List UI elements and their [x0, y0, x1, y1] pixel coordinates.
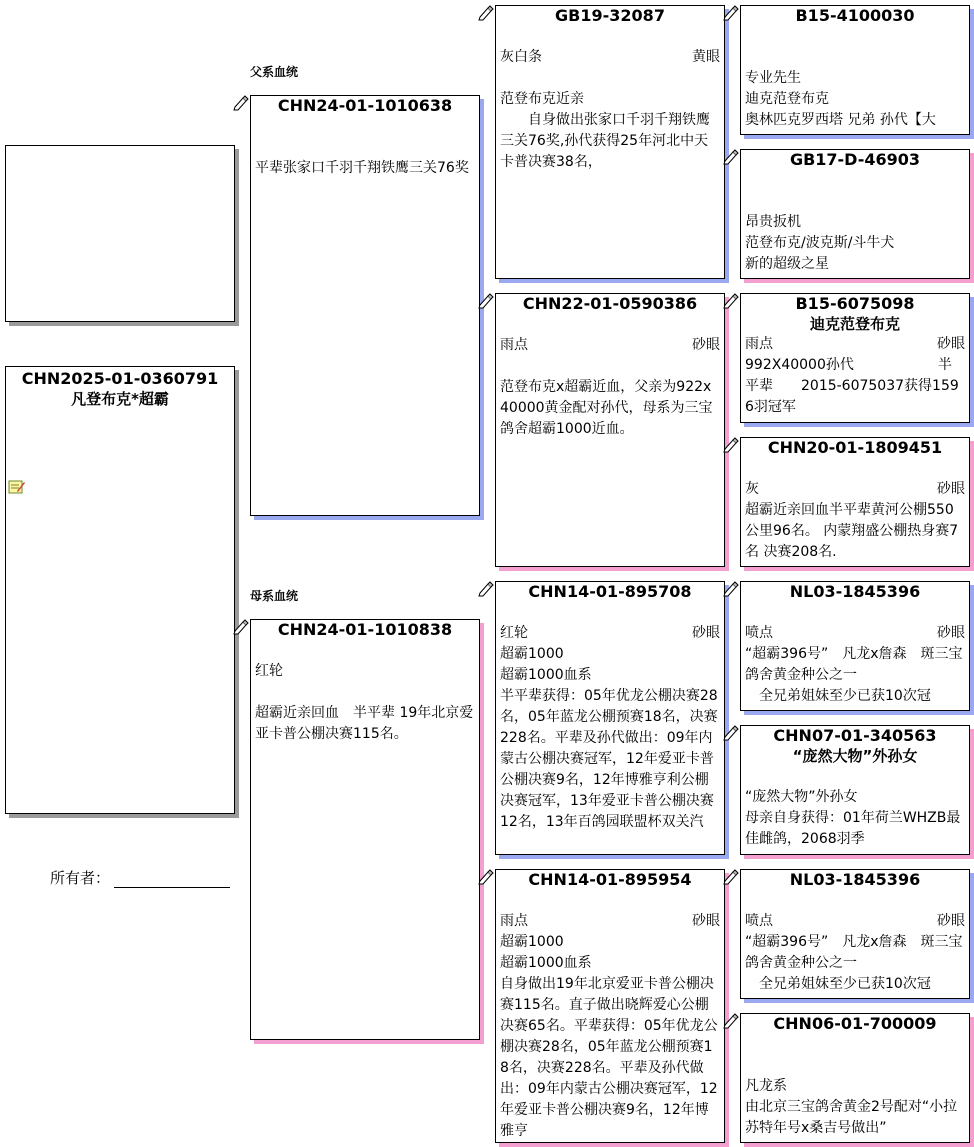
dds-ring: NL03-1845396: [789, 870, 921, 889]
dsd-name: “庞然大物”外孙女: [792, 747, 918, 765]
note-line: 凡龙系: [745, 1078, 787, 1094]
edit-icon[interactable]: [723, 725, 739, 741]
edit-icon[interactable]: [478, 293, 494, 309]
eye: 砂眼: [937, 481, 965, 497]
note-line: 992X40000孙代 半平辈 2015-6075037获得1596羽冠军: [745, 357, 959, 415]
dam-line-label: 母系血统: [250, 589, 299, 603]
edit-icon[interactable]: [723, 581, 739, 597]
ddd-ring: CHN06-01-700009: [773, 1014, 937, 1033]
sire-line-label: 父系血统: [250, 65, 299, 79]
color: 喷点: [745, 913, 773, 929]
dsd-ring: CHN07-01-340563: [773, 726, 937, 745]
color: 喷点: [745, 625, 773, 641]
color-eye-row: [741, 334, 969, 355]
sire-dam-ring: CHN22-01-0590386: [522, 294, 698, 313]
note-line: 全兄弟姐妹至少已获10次冠: [745, 688, 931, 704]
note-line: 超霸近亲回血半平辈黄河公棚550公里96名。 内蒙翔盛公棚热身赛7名 决赛208名.: [745, 502, 959, 560]
edit-icon[interactable]: [233, 619, 249, 635]
color-eye-row: [496, 47, 724, 68]
eye: 砂眼: [692, 913, 720, 929]
note-line: “庞然大物”外孙女: [745, 789, 858, 805]
sire-text: 平辈张家口千羽千翔铁鹰三关76奖: [255, 160, 469, 176]
note-line: 迪克范登布克: [745, 91, 829, 107]
edit-icon[interactable]: [723, 149, 739, 165]
edit-icon[interactable]: [478, 581, 494, 597]
sire-ring: CHN24-01-1010638: [277, 96, 453, 115]
subject-card[interactable]: [5, 366, 235, 814]
color-eye-row: [741, 479, 969, 500]
color: 雨点: [745, 336, 773, 352]
note-line: 由北京三宝鸽舍黄金2号配对“小拉苏特年号x桑吉号做出”: [745, 1099, 958, 1136]
eye: 砂眼: [692, 625, 720, 641]
note-line: “超霸396号” 凡龙x詹森 斑三宝鸽舍黄金种公之一: [745, 646, 963, 683]
edit-icon[interactable]: [478, 5, 494, 21]
subject-ring: CHN2025-01-0360791: [21, 369, 219, 388]
note-line: 奥林匹克罗西塔 兄弟 孙代【大: [745, 112, 936, 128]
eye: 黄眼: [692, 49, 720, 65]
sire-sire-card[interactable]: [495, 5, 725, 279]
color: 灰白条: [500, 49, 542, 65]
dam-sire-card[interactable]: [495, 581, 725, 855]
dss-card[interactable]: [740, 581, 970, 711]
sds-card[interactable]: [740, 293, 970, 423]
dam-dam-ring: CHN14-01-895954: [528, 870, 692, 889]
sire-card[interactable]: [250, 95, 480, 516]
note-line: 超霸1000: [500, 934, 564, 950]
owner-line[interactable]: [114, 873, 230, 888]
color: 红轮: [500, 625, 528, 641]
sdd-card[interactable]: [740, 437, 970, 567]
sss-ring: B15-4100030: [795, 6, 915, 25]
note-line: 昂贵扳机: [745, 214, 801, 230]
note-line: 半平辈获得：05年优龙公棚决赛28名，05年蓝龙公棚预赛18名，决赛228名。平辈及孙代做出：09年内蒙古公棚决赛冠军，12年爱亚卡普公棚决赛9名，12年博雅亨利公棚决赛冠军，13年爱亚卡普公棚决赛12名，13年百鸽园联盟杯双关汽: [500, 688, 718, 830]
dam-card[interactable]: [250, 619, 480, 1040]
sds-ring: B15-6075098: [795, 294, 915, 313]
color-eye-row: [741, 911, 969, 932]
note-icon[interactable]: [8, 479, 26, 495]
edit-icon[interactable]: [723, 437, 739, 453]
dam-dam-card[interactable]: [495, 869, 725, 1143]
dam-color: 红轮: [255, 663, 283, 679]
color-eye-row: [741, 623, 969, 644]
note-line: 自身做出19年北京爱亚卡普公棚决赛115名。直子做出晓辉爱心公棚决赛65名。平辈获得：05年优龙公棚决赛28名，05年蓝龙公棚预赛18名，决赛228名。平辈及孙代做出：09年内蒙古公棚决赛冠军，12年爱亚卡普公棚决赛9名，12年博雅亨: [500, 976, 718, 1139]
subject-name: 凡登布克*超霸: [71, 390, 169, 408]
note-line: 全兄弟姐妹至少已获10次冠: [745, 976, 931, 992]
note-line: 超霸1000血系: [500, 667, 592, 683]
note-line: 超霸1000血系: [500, 955, 592, 971]
eye: 砂眼: [937, 913, 965, 929]
edit-icon[interactable]: [723, 5, 739, 21]
dsd-card[interactable]: [740, 725, 970, 855]
color: 雨点: [500, 337, 528, 353]
owner-label: 所有者：: [50, 869, 111, 887]
eye: 砂眼: [937, 336, 965, 352]
photo-box: [5, 145, 235, 322]
edit-icon[interactable]: [723, 293, 739, 309]
dss-ring: NL03-1845396: [789, 582, 921, 601]
note-line: 超霸1000: [500, 646, 564, 662]
color: 雨点: [500, 913, 528, 929]
ssd-ring: GB17-D-46903: [789, 150, 921, 169]
note-line: 专业先生: [745, 70, 801, 86]
dam-ring: CHN24-01-1010838: [277, 620, 453, 639]
color-eye-row: [496, 623, 724, 644]
dam-sire-ring: CHN14-01-895708: [528, 582, 692, 601]
note-line: “超霸396号” 凡龙x詹森 斑三宝鸽舍黄金种公之一: [745, 934, 963, 971]
ssd-card[interactable]: [740, 149, 970, 279]
note-line: 母亲自身获得：01年荷兰WHZB最佳雌鸽，2068羽季: [745, 810, 961, 847]
dds-card[interactable]: [740, 869, 970, 999]
owner-field: [50, 867, 230, 888]
note-line: 范登布克x超霸近血，父亲为922x40000黄金配对孙代，母系为三宝鸽舍超霸1000近血。: [500, 379, 713, 437]
edit-icon[interactable]: [723, 1013, 739, 1029]
note-line: 自身做出张家口千羽千翔铁鹰三关76奖,孙代获得25年河北中天卡普决赛38名，: [500, 112, 710, 170]
note-line: 范登布克近亲: [500, 91, 584, 107]
color-eye-row: [496, 911, 724, 932]
sire-sire-ring: GB19-32087: [555, 6, 665, 25]
eye: 砂眼: [692, 337, 720, 353]
sds-name: 迪克范登布克: [809, 315, 900, 333]
sdd-ring: CHN20-01-1809451: [767, 438, 943, 457]
note-line: 范登布克/波克斯/斗牛犬: [745, 235, 895, 251]
edit-icon[interactable]: [723, 869, 739, 885]
color: 灰: [745, 481, 759, 497]
edit-icon[interactable]: [478, 869, 494, 885]
dam-text: 超霸近亲回血 半平辈 19年北京爱亚卡普公棚决赛115名。: [255, 705, 474, 742]
sss-card[interactable]: [740, 5, 970, 135]
ddd-card[interactable]: [740, 1013, 970, 1143]
color-eye-row: [496, 335, 724, 356]
eye: 砂眼: [937, 625, 965, 641]
note-line: 新的超级之星: [745, 256, 829, 272]
sire-dam-card[interactable]: [495, 293, 725, 567]
edit-icon[interactable]: [233, 95, 249, 111]
